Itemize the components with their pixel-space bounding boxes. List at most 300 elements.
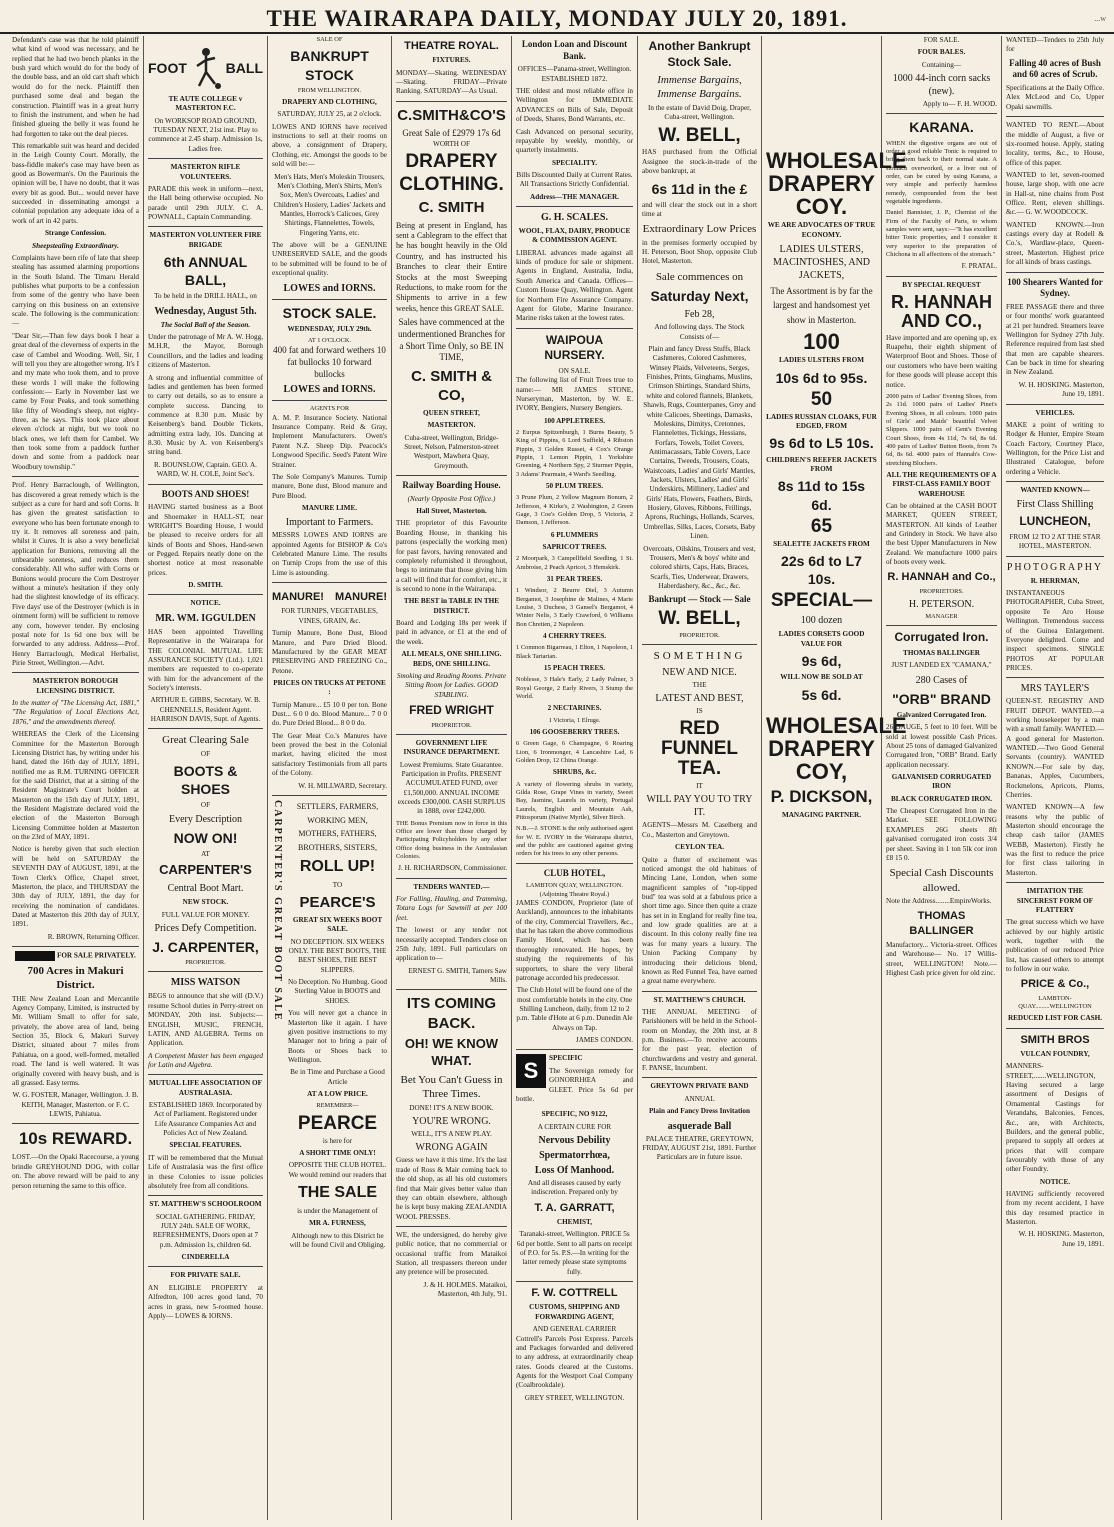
drapery-line: 100 dozen — [800, 615, 843, 627]
iron-brand: "ORB" BRAND — [892, 690, 991, 707]
drapery-price: 5s 6d. — [801, 686, 842, 703]
bank-text: Cash Advanced on personal security, repayable by weekly, monthly, or quarterly instalments. — [516, 127, 633, 155]
iron-line: 280 Cases of — [915, 674, 968, 686]
divider — [516, 1049, 633, 1050]
chemist-text: Taranaki-street, Wellington. PRICE 5s 6d per bottle. Sent to all parts on receipt of P.O. for 5s. P.S.—In writing for the latter remedy please state symptoms fully. — [516, 1230, 633, 1276]
specific-line: SPECIFIC, NO 9122, — [541, 1110, 608, 1119]
bell-price: 6s 11d in the £ — [651, 180, 748, 197]
column-1 — [8, 36, 144, 1520]
notice-text: HAS been appointed Travelling Representative in the Wairarapa for THE COLONIAL MUTUAL LIFE ASSURANCE SOCIETY (Ltd.). 1,021 members are requested to co-operate with him for the advancement of the Society's interests. — [148, 627, 263, 692]
vehicles-text: MAKE a point of writing to Rodger & Hunter, Empire Steam Coach Factory, Courtney Place, Wellington, for the Price List and Illustrated Catalogue, before ordering a Vehicle. — [1006, 420, 1104, 476]
pearce-audience: SETTLERS, FARMERS, WORKING MEN, MOTHERS, FATHERS, BROTHERS, SISTERS, — [296, 801, 379, 852]
bell-stock-list: Overcoats, Oilskins, Trousers and vest, Trousers, Men's & boys' white and colored shirts, Caps, Hats, Braces, Scarfs, Ties, Underwear, Drawers, Haberdashery, &c., &c., &c. — [643, 544, 756, 590]
drapery-heading: WHOLESALE DRAPERY COY. — [766, 148, 907, 220]
karana-text: Daniel Bannister, J. P., Chemist of the Firm of the Faculty of Paris, to whom samples were sent, says:—"It has excellent bitter Tonic properties, and I consider it very superior to the preparation of Chichona in all affections of the stomach." — [886, 209, 997, 258]
sale-heading: FOR PRIVATE SALE. — [170, 1271, 241, 1280]
pearce-name: PEARCE — [297, 1112, 378, 1134]
band-line: Plain and Fancy Dress Invitation — [649, 1107, 750, 1116]
nursery-text: 2 Moorpark, 3 Campellfield Seedling, 1 St. Ambroise, 2 Peach Apricot, 3 Hemskirk. — [516, 555, 633, 571]
price-co-name: PRICE & Co., — [1020, 978, 1090, 991]
divider — [1006, 404, 1104, 405]
nursery-subheading: 6 PLUMMERS — [550, 530, 599, 539]
notice-signature: ARTHUR E. GIBBS, Secretary. W. B. CHENNELLS, Resident Agent. HARRISON DAVIS, Supt. of Agents. — [150, 696, 261, 724]
iron-text: 26 GAUGE, 5 feet to 10 feet. Will be sold at lowest possible Cash Prices. About 25 tons of damaged Galvanized Corrugated Iron, "ORB" Brand. Early application necessary. — [886, 723, 997, 769]
nursery-text: A variety of flowering shrubs in variety, Gilda Rose, Grape Vines in variety, Sweet Bay, Jasmine, Laurels in variety, Portugal Laurels, English and Mountain Ash, Pittosporum (Native Myrtle), Silver Birch. — [516, 780, 633, 822]
hotel-text: The Club Hotel will be found one of the most comfortable hotels in the city. One Shilling Luncheon, daily, from 12 to 2 p.m. Table d'Hote at 6 p.m. Dunedin Ale Always on Tap. — [516, 986, 633, 1032]
iron-text: The Cheapest Corrugated Iron in the Market. SEE FOLLOWING EXAMPLES 26G sheets 8ft galvanised corrugated iron costs 3/4 per sheet. Saving in 1 ton 5lk cor iron £8 15 0. — [886, 807, 997, 862]
divider — [12, 946, 139, 947]
foundry-subheading: VULCAN FOUNDRY, — [1020, 1049, 1090, 1058]
registry-text: QUEEN-ST. REGISTRY AND FRUIT DEPOT. WANTED.—a working housekeeper by a man with a small family. WANTED.—A good general for Masterton. WANTED.—Two Good General Servants (country). WANTED KNOWN.—For sale by day, Bananas, Apples, Cucumbers, Rockmelons, Apricots, Plums, Cherries. — [1006, 697, 1105, 799]
karana-heading: KARANA. — [909, 119, 974, 136]
footballer-icon — [191, 46, 221, 90]
drapery-line: LADIES ULSTERS, MACINTOSHES, AND JACKETS, — [772, 244, 871, 281]
tailor-text: WANTED KNOWN—A few reasons why the public of Masterton should encourage the cheap cash tailor (JAMES WEBB, Masterton). Firstly he was the first to reduce the price for first class tailoring in Masterton. — [1006, 803, 1104, 877]
smith-text: Sales have commenced at the undermentioned Branches for a Short Time Only, so BE IN TIME, — [398, 317, 505, 363]
sale-line: PROPRIETOR. — [185, 959, 226, 967]
drapery-line: SEALETTE JACKETS FROM — [773, 539, 870, 548]
bell-text: HAS purchased from the Official Assignee the stock-in-trade of the above bankrupt, at — [642, 148, 757, 176]
sale-signature: W. G. FOSTER, Manager, Wellington. J. B. KEITH, Manager, Masterton. or F. C. LEWIS, Pahiatua. — [12, 1091, 139, 1118]
divider — [12, 672, 139, 673]
smith-heading: CLOTHING. — [399, 174, 504, 196]
notice-name: MR. WM. IGGULDEN — [155, 612, 256, 624]
notice-heading: NOTICE. — [190, 599, 221, 608]
auction-line: DRAPERY AND CLOTHING, — [282, 98, 377, 107]
karana-text: WHEN the digestive organs are out of order a good reliable Tonic is required to bring them back to their normal state. A stomach overworked, or a liver out of order, can be cured by using Karana, a very simple and perfectly harmless remedy, compounded from the best vegetable ingredients. — [886, 139, 997, 205]
tender-text: The lowest or any tender not necessarily accepted. Tenders close on 25th July, 1891. Full particulars on application to— — [396, 926, 507, 963]
luncheon-text: FROM 12 TO 2 AT THE STAR HOTEL, MASTERTON. — [1009, 533, 1101, 551]
divider — [1006, 882, 1104, 883]
cottrell-heading: F. W. COTTRELL — [531, 1287, 618, 1300]
insurance-text: Lowest Premiums. State Guarantee. Participation in Profits. PRESENT ACCUMULATED FUND, over £1,500,000. ANNUAL INCOME exceeds £300,000. CASH SURPLUS in 1888, over £242,000. — [397, 760, 506, 816]
notice-signature: W. H. HOSKING. Masterton, June 19, 1891. — [1018, 1230, 1104, 1248]
football-fixture: TE AUTE COLLEGE v MASTERTON F.C. — [168, 95, 243, 113]
article-heading: Strange Confession. — [44, 229, 107, 238]
sale-proprietor: J. CARPENTER, — [152, 938, 259, 955]
nursery-subheading: 100 APPLETREES. — [543, 416, 606, 425]
hannah-manager: H. PETERSON. — [908, 599, 975, 611]
pearce-text: No Deception. No Humbug. Good Sterling Value in BOOTS and SHOES. — [288, 978, 388, 1005]
sale-line: AT — [201, 849, 210, 858]
divider — [642, 991, 757, 992]
drapery-count: 50 — [810, 388, 833, 410]
divider — [12, 476, 139, 477]
smith-text: Being at present in England, has sent a Cablegram to the effect that he has bought heavily in the Old Country, and has instructed his Branches to clear their Entire Stocks at the most Sweeping Reductions, to make room for the Shipments to arrive in a few weeks, hence this GREAT SALE. — [396, 220, 507, 313]
specific-advert — [516, 1054, 633, 1107]
iron-merchant: THOMAS BALLINGER — [909, 910, 974, 937]
insurance-text: THE Bonus Premium now in force in this Office are lower than those charged by Participating Policyholders by any other Office doing business in the Australasian Colonies. — [396, 819, 507, 861]
insurance-heading: MUTUAL LIFE ASSOCIATION OF AUSTRALASIA. — [148, 1079, 263, 1097]
bell-line: Sale commences on — [655, 270, 744, 283]
hannah-heading: R. HANNAH AND CO., — [891, 291, 992, 331]
pearce-advert — [272, 800, 387, 1250]
advert-subheading: Important to Farmers. — [285, 517, 374, 529]
hannah-firm: R. HANNAH and Co., — [887, 571, 996, 584]
advert-text: Prof. Henry Barraclough, of Wellington, has discovered a great remedy which is the subject as a cure for hard and soft Corns. It has given the greatest satisfaction to everyone who has been fortunate enough to try it. It removes all soreness and pain, whilst it Cures. It is also a very beneficial application for Bunions, removing all the unbearable soreness, and reduces them considerably. All who suffer with Corns or Bunions would procure the Corn Destroyer without a minute's hesitation if they only had the slightest knowledge of its efficacy. Five days' use of the Destroyer (which is in ointment form) will be sufficient to remove any corn, however tender. By enclosing postal note for 1s 6d one box will be forwarded to any address. Address—Prof. Henry Barraclough, Medical Herbalist, Pirie Street, Wellington.—Advt. — [12, 481, 139, 667]
article-heading: Sheepstealing Extraordinary. — [32, 241, 119, 250]
ball-text: To be held in the DRILL HALL, on — [154, 292, 257, 301]
bank-text: OFFICES—Panama-street, Wellington. ESTABLISHED 1872. — [517, 65, 632, 83]
bank-subheading: SPECIALITY. — [551, 158, 598, 167]
drapery-line: LADIES CORSETS GOOD VALUE FOR — [778, 630, 865, 648]
hotel-text: JAMES CONDON, Proprietor (late of Auckland), announces to the inhabitants of the city, Commercial Travellers, &c., that he has taken the above commodious Family Hotel, which has been thoroughly renovated. He hopes, by studying the requirements of his supporters, to share the very liberal patronage accorded his predecessor. — [516, 899, 633, 982]
smith-firm: C. SMITH & CO, — [411, 367, 492, 405]
sale-text: THE New Zealand Loan and Mercantile Agency Company, Limited, is instructed by Mr. William Small to offer for sale, privately, the above area of land, being Section 35, Block 6, Makuri Survey District, situated about 7 miles from Pahiatua, on a good, well-formed, metalled road. The land is well watered. It was originally covered with heavy bush, and is all grassed. Easy terms. — [12, 994, 139, 1087]
bell-line: PROPRIETOR. — [679, 631, 720, 639]
cottrell-text: Cottrell's Parcels Post Express. Parcels and Packages forwarded and delivered to any address, at extraordinarily cheap rates. Goods cleared at the Customs. Agents for the Westport Coal Company (Coalbrookdale). — [516, 1334, 633, 1390]
mair-text: Guess we have it this time. It's the last trade of Ross & Mair coming back to the old shop, as all his old customers find that Mair gives better value than they can obtain elsewhere, although he is kept busy making ZEALANDIA WOOL PRESSES. — [396, 1156, 507, 1221]
photo-text: INSTANTANEOUS PHOTOGRAPHER, Cuba Street, opposite Te Aro House Wellington. Tremendous success of the Guinea Enlargement. Everyone delighted. Come and inspect specimens. SINGLE PHOTOS AT POPULAR PRICES. — [1006, 589, 1104, 672]
pearce-text: NO DECEPTION. SIX WEEKS ONLY. THE BEST BOOTS, THE BEST SHOES, THE BEST SLIPPERS. — [288, 937, 387, 974]
tea-text: Quite a flutter of excitement was noticed amongst the old habitues of Mincing Lane, London, when some magnificent samples of "top-tipped bud" tea was sold at a fabulous price a short time ago. Since then quite a craze has set in in England for really fine tea, and low grade qualities are at a discount. In this colony really fine tea was for many years a luxury. The Union Packing Company by introducing their delicious blend, known as Red Funnel Tea, have earned a great name everywhere. — [642, 855, 757, 986]
cottrell-address: GREY STREET, WELLINGTON. — [524, 1393, 625, 1402]
notice-signature: R. BROWN, Returning Officer. — [47, 932, 139, 941]
stock-sale-text: 400 fat and forward wethers 10 fat bullocks 10 forward bullocks — [273, 345, 386, 379]
pearce-callout: ROLL UP! — [299, 858, 376, 876]
nursery-subheading: 2 NECTARINES. — [547, 704, 602, 713]
band-line: asquerade Ball — [667, 1120, 732, 1132]
ball-text: Under the patronage of Mr A. W. Hogg, M.H.R, the Mayor, Borough Councillors, and the ladies and leading citizens of Masterton. — [148, 333, 263, 370]
football-header — [148, 44, 263, 92]
agent-name: G. H. SCALES. — [541, 212, 608, 224]
specific-line: A CERTAIN CURE FOR — [537, 1122, 612, 1131]
masthead — [0, 0, 1114, 34]
sale-heading — [12, 951, 139, 961]
pearce-line: REMEMBER— — [316, 1102, 359, 1110]
boarding-line: PROPRIETOR. — [431, 721, 472, 729]
smith-address: MASTERTON. — [427, 421, 476, 430]
theatre-heading: THEATRE ROYAL. — [404, 40, 499, 52]
divider — [396, 1226, 507, 1227]
insurance-signature: J. H. RICHARDSON, Commissioner. — [398, 864, 507, 873]
pearce-sale-title: GREAT SIX WEEKS BOOT SALE. — [292, 915, 383, 934]
boarding-subheading: (Nearly Opposite Post Office.) — [407, 494, 496, 503]
smith-heading: C.SMITH&CO'S — [397, 106, 506, 124]
smith-heading: DRAPERY — [405, 151, 498, 173]
hannah-line: BY SPECIAL REQUEST — [902, 280, 981, 289]
reward-heading: 10s REWARD. — [18, 1129, 133, 1149]
smith-text: Great Sale of £2979 17s 6d — [402, 128, 501, 139]
tea-brand: RED FUNNEL TEA. — [660, 718, 739, 780]
auctioneer-name: LOWES and IORNS. — [283, 384, 376, 396]
theatre-subheading: FIXTURES. — [432, 56, 471, 65]
football-details: On WORKSOP ROAD GROUND, TUESDAY NEXT, 21st inst. Play to commence at 2.45 sharp. Admission 1s, Ladies free. — [148, 116, 263, 153]
divider — [148, 226, 263, 227]
pearce-manager: MR A. FURNESS, — [309, 1219, 366, 1228]
ball-subtitle: The Social Ball of the Season. — [160, 320, 251, 329]
notice-heading: NOTICE. — [1039, 1177, 1071, 1186]
manure-heading — [272, 587, 387, 607]
auction-text: The above will be a GENUINE UNRESERVED SALE, and the goods to be submitted will be found to be of exceptional quality. — [272, 241, 387, 278]
divider — [516, 1281, 633, 1282]
mair-heading: Bet You Can't Guess in Three Times. — [400, 1074, 503, 1101]
sale-heading: FOUR BALES. — [917, 48, 966, 57]
nursery-text: Noblesse, 3 Hale's Early, 2 Lady Palmer, 3 Royal George, 2 Early Rivers, 3 Stump the World. — [516, 676, 633, 701]
school-heading: MISS WATSON — [170, 977, 241, 989]
auction-heading: BANKRUPT STOCK — [290, 48, 369, 83]
divider — [1006, 677, 1104, 678]
divider — [1006, 272, 1104, 273]
boarding-text: Smoking and Reading Rooms. Private Sitting Room for Ladies. GOOD STABLING. — [396, 671, 507, 699]
mair-line: DONE! IT'S A NEW BOOK. — [409, 1103, 494, 1112]
band-line: ANNUAL — [684, 1094, 715, 1103]
imitation-heading: IMITATION THE SINCEREST FORM OF FLATTERY — [1016, 887, 1094, 914]
sale-heading-text: FOR SALE PRIVATELY. — [56, 951, 136, 960]
column-7 — [762, 36, 907, 1520]
chemist-name: T. A. GARRATT, — [534, 1201, 615, 1214]
divider — [1006, 556, 1104, 557]
specific-line: Nervous Debility — [538, 1134, 611, 1146]
divider — [396, 989, 507, 990]
foundry-text: MANNERS-STREET,.......WELLINGTON, Having secured a large assortment of Designs of Ornamental Castings for Verandahs, Balconies, Fences, &c., are, with Architects, Builders, and the general public, prepared to supply all orders at prices that will compare favourably with those of any other Foundry. — [1006, 1062, 1104, 1174]
pearce-line: Be in Time and Purchase a Good Article — [290, 1068, 385, 1086]
drop-cap-s-icon: S — [516, 1054, 546, 1088]
iron-heading: Corrugated Iron. — [894, 630, 989, 645]
divider — [396, 878, 507, 879]
page-mark: ...w — [1094, 14, 1106, 23]
notice-text: Notice is hereby given that such election will be held on SATURDAY the SEVENTH DAY of AUGUST, 1891, at the Town Clerk's Office, Chapel street, Masterton, the place, and THURSDAY the 30th day of JULY, 1891, the day for receiving the nomination of candidates. Dated at Masterton this 20th day of JULY, 1891. — [12, 845, 139, 929]
mair-line: WRONG AGAIN — [415, 1142, 488, 1154]
divider — [148, 1195, 263, 1196]
divider — [148, 484, 263, 485]
hannah-text: 2000 pairs of Ladies' Evening Shoes, from 2s 11d. 1000 pairs of Ladies' Pinet's Evening Shoes, in all colours. 1000 pairs of Girls' and Maids' beautiful Velvet Slippers. 1000 pairs of Gent's Evening Court Shoes, from 4s 11d, 7s 6d, 8s 6d. 400 pairs of Ladies' Button Boots, from 7s 6d, 8s 6d. 4000 pairs of Hannah's Cow-stretching Bluchers. — [886, 392, 997, 467]
nursery-text: N.B.—J. STONE is the only authorised agent for W. E. IVORY in the Wairarapa district, and the public are cautioned against giving orders for his trees to any other persons. — [516, 825, 633, 858]
ball-text: A strong and influential committee of ladies and gentlemen has been formed to carry out details, so as to ensure a complete success. Dancing to commence at 8.30 p.m. Music by Keisenberg's band. Double Tickets, admitting extra lady, 10s. Dancing at 8.30. Music by A. von Keisenberg's string band. — [148, 373, 263, 457]
drapery-price: 10s 6d to 95s. — [775, 369, 868, 386]
insurance-subheading: SPECIAL FEATURES. — [169, 1141, 242, 1150]
manure-text: FOR TURNIPS, VEGETABLES, VINES, GRAIN, &c. — [281, 607, 378, 625]
divider — [886, 625, 997, 626]
hotel-signature: JAMES CONDON. — [575, 1036, 633, 1045]
nursery-subheading: 50 PLUM TREES. — [545, 481, 604, 490]
ball-heading: MASTERTON VOLUNTEER FIRE BRIGADE — [149, 231, 262, 249]
bell-subheading: Immense Bargains, Immense Bargains. — [657, 74, 742, 101]
nursery-line: ON SALE. — [558, 366, 591, 375]
boarding-line: THE BEST in TABLE IN THE DISTRICT. — [403, 597, 500, 615]
smith-address: QUEEN STREET, — [423, 408, 480, 417]
ball-signature: R. BOUNSLOW, Captain. GEO. A. WARD, W. H. COLE, Joint Sec's. — [154, 460, 257, 479]
stock-sale-time: AT 1 O'CLOCK. — [307, 337, 352, 345]
divider — [886, 276, 997, 277]
nursery-text: 2 Eurpus Spitzenburgh, 1 Burns Beauty, 5 King of Pippins, 6 Lord Suffield, 4 Ribston Pippin, 3 Golden Russet, 4 Cox's Orange Pippin, 1 Lemon Pippin, 1 Yorkshire Greening, 4 Northern Spy, 2 Sturmer Pippin, 3 Adams' Pearmain, 4 Ward's Seedling. — [516, 428, 633, 478]
ball-title: 6th ANNUAL BALL, — [163, 254, 248, 289]
tea-line: LATEST AND BEST, — [655, 692, 744, 704]
divider — [272, 299, 387, 300]
sale-heading: Great Clearing Sale — [162, 734, 249, 747]
pearce-line: TO — [332, 881, 343, 890]
sale-line: Prices Defy Competition. — [154, 922, 257, 934]
divider — [886, 113, 997, 114]
ink-blot — [15, 951, 55, 961]
specific-line: Loss Of Manhood. — [534, 1164, 615, 1176]
iron-merchant: THOMAS BALLINGER — [903, 648, 980, 657]
drapery-heading: WHOLESALE DRAPERY COY, — [766, 712, 907, 784]
iron-line: Special Cash Discounts allowed. — [889, 867, 994, 894]
bell-line: Bankrupt — Stock — Sale — [648, 594, 751, 605]
manure-signature: W. H. MILLWARD, Secretary. — [298, 781, 387, 790]
foundry-name: SMITH BROS — [1020, 1033, 1090, 1046]
column-2 — [144, 36, 268, 1520]
tea-line: SOMETHING — [653, 650, 746, 663]
hannah-line: PROPRIETORS. — [919, 587, 964, 595]
drapery-price: 8s 11d to 15s 6d. — [777, 478, 866, 513]
divider — [148, 1266, 263, 1267]
column-3 — [268, 36, 392, 1520]
article-text: "Dear Sir,—Than few days book I hear a great deal of the cleverness of experts in the case of Cambel and Wooding. Well, Sir, I will tell you they are altogether wrong. It's I and my mate who took them, and to prove these words I will make the following confession:— Early in November last we came by Four Peaks, and took something like fifty of Wooding's sheep, not eighty-three, as he says. This took place about eleven o'clock at night, but we took no black ones, we left them for Cambel. We then took some from a paddock further down and some from a paddock near Woodbury township." — [12, 331, 139, 471]
bell-date: Feb 28, — [684, 309, 715, 321]
smith-name: C. SMITH — [418, 199, 485, 217]
divider — [148, 158, 263, 159]
bank-text: THE oldest and most reliable office in Wellington for IMMEDIATE ADVANCES on Bills of Sale, Deposit of Deeds, Shares, Bond Warrants, etc. — [516, 87, 633, 124]
advert-text: HAVING started business as a Boot and Shoemaker in HALL-ST, near WRIGHT'S Boarding House, I would be pleased to receive orders for all kinds of Boots and Shoes, Hand-sewn or Pegged. Repairs neatly done on the shortest notice at most reasonable prices. — [148, 503, 263, 577]
bell-name: W. BELL, — [658, 608, 741, 630]
insurance-text: ESTABLISHED 1869. Incorporated by Act of Parliament. Registered under Life Assurance Companies Act and Policies Act of New Zealand. — [148, 1101, 263, 1138]
luncheon-heading: LUNCHEON, — [1019, 514, 1091, 529]
hannah-text: Have imported and are opening up, ex Ruapehu, their eighth shipment of Waterproof Boot and Shoes. Those of our customers who have been waiting for these goods will please accept this notice. — [886, 333, 997, 389]
tea-subheading: CEYLON TEA. — [675, 843, 724, 852]
nursery-heading: WAIPOUA NURSERY. — [544, 332, 605, 363]
iron-line: Galvanized Corrugated Iron. — [896, 710, 987, 719]
wanted-text: WANTED TO RENT.—About the middle of August, a five or six-roomed house. Apply, stating locality, terms, &c., to House, office of this paper. — [1006, 121, 1104, 167]
columns — [8, 36, 1108, 1520]
drapery-text: The Assortment is by far the largest and handsomest yet show in Masterton. — [770, 286, 873, 325]
pearce-text: is under the Management of — [297, 1206, 378, 1215]
mair-heading: OH! WE KNOW WHAT. — [404, 1036, 499, 1069]
drapery-line: LADIES RUSSIAN CLOAKS, FUR EDGED, FROM — [766, 412, 877, 431]
divider — [148, 594, 263, 595]
auctioneer-name: LOWES and IORNS. — [283, 282, 376, 294]
divider — [12, 1123, 139, 1124]
drapery-line: LADIES ULSTERS FROM — [778, 356, 865, 365]
drapery-count: 100 — [803, 329, 840, 355]
shearers-signature: W. H. HOSKING. Masterton, June 19, 1891. — [1018, 380, 1104, 399]
bell-text: in the premises formerly occupied by H. Peterson, Boot Shop, opposite Club Hotel, Masterton. — [642, 238, 757, 266]
boarding-subheading: Hall Street, Masterton. — [416, 507, 487, 516]
stock-sale-heading: STOCK SALE. — [282, 304, 377, 321]
tea-line: WILL PAY YOU TO TRY IT. — [646, 794, 753, 819]
divider — [148, 728, 263, 729]
manure-prices-heading: PRICES ON TRUCKS AT PETONE : — [273, 678, 386, 697]
manure-word: MANURE! — [335, 591, 387, 604]
sale-text: Apply to— F. H. WOOD. — [922, 100, 997, 109]
notice-text: HAVING sufficiently recovered from my recent accident, I have this day resumed practice in Masterton. — [1006, 1190, 1104, 1227]
sale-line: Containing— — [921, 60, 962, 69]
pearce-sale-word: THE SALE — [297, 1184, 378, 1202]
bell-heading: Another Bankrupt Stock Sale. — [648, 39, 751, 69]
wanted-heading: Falling 40 acres of Bush and 60 acres of Scrub. — [1009, 57, 1101, 80]
divider — [1006, 481, 1104, 482]
sale-line: NEW STOCK. — [182, 898, 229, 907]
tea-line: NEW AND NICE. — [662, 666, 737, 678]
nursery-text: 1 Common Bigarreau, 1 Elton, 1 Napoleon, 1 Black Tartarian. — [516, 644, 633, 660]
advert-heading: BOOTS AND SHOES! — [161, 488, 250, 499]
cottrell-subheading: CUSTOMS, SHIPPING AND FORWARDING AGENT, — [529, 1303, 620, 1321]
divider — [396, 734, 507, 735]
iron-text: JUST LANDED EX "CAMANA," — [891, 661, 992, 670]
event-heading: ST. MATTHEW'S SCHOOLROOM — [149, 1200, 262, 1209]
wanted-text: WANTED to let, seven-roomed house, large shop, with one acre in Hall-st, nine chains from Post Office. Rent, eleven shillings. &c.— G. W. WOODCOCK. — [1006, 170, 1104, 217]
column-5 — [512, 36, 638, 1520]
bank-address: Address—THE MANAGER. — [530, 192, 619, 201]
pearce-line: is here for — [322, 1136, 353, 1145]
smith-line: WORTH OF — [433, 139, 470, 148]
drapery-price: 9s 6d, — [801, 653, 842, 670]
notice-text: In the matter of "The Licensing Act, 1881," "The Regulation of Local Elections Act, 1876," and the amendments thereof. — [12, 699, 139, 726]
pearce-shop-name: PEARCE'S — [299, 894, 376, 912]
band-heading: GREYTOWN PRIVATE BAND — [650, 1082, 749, 1091]
auction-date: SATURDAY, JULY 25, at 2 o'clock. — [277, 110, 382, 119]
luncheon-line: WANTED KNOWN— — [1020, 486, 1090, 495]
sale-subheading: 700 Acres in Makuri District. — [27, 965, 124, 992]
specific-heading: SPECIFIC — [549, 1054, 583, 1063]
mair-heading: ITS COMING BACK. — [406, 995, 497, 1032]
sale-heading: BOOTS & SHOES — [173, 763, 238, 798]
vertical-border-label: CARPENTER'S GREAT BOOT SALE — [272, 799, 283, 1022]
wanted-text: Specifications at the Daily Office. Alex McLeod and Co, Upper Opaki sawmills. — [1006, 84, 1104, 111]
iron-line: BLACK CORRUGATED IRON. — [890, 794, 993, 803]
divider — [148, 971, 263, 972]
column-9 — [1002, 36, 1108, 1520]
sale-line: Every Description — [168, 813, 243, 825]
nursery-subheading: 106 GOOSEBERRY TREES. — [529, 728, 620, 737]
advert-signature: D. SMITH. — [188, 581, 223, 590]
newspaper-title: THE WAIRARAPA DAILY, MONDAY JULY 20, 1891. — [266, 6, 848, 31]
school-text: BEGS to announce that she will (D.V.) resume School duties in Perry-street on MONDAY, 20th inst. Subjects:— ENGLISH, MUSIC, FRENCH, LATIN, AND ALGEBRA. Terms on Application. — [148, 992, 263, 1048]
vehicles-heading: VEHICLES. — [1035, 408, 1075, 417]
event-text: SOCIAL GATHERING. FRIDAY, JULY 24th. SALE OF WORK, REFRESHMENTS, Doors open at 7 p.m. Admission 1s, children 6d. — [152, 1212, 259, 1249]
nursery-subheading: SHRUBS, &c. — [552, 768, 597, 777]
bell-name: W. BELL, — [658, 124, 741, 146]
smith-text: Cuba-street, Wellington, Bridge-Street, Nelson, Palmerston-street Westport, Mawhera Quay, Greymouth. — [404, 433, 499, 470]
iron-text: Manufactory... Victoria-street. Offices and Warehouse— No. 17 Willis-street, WELLINGTON! Note.—Highest Cash price given for old zinc. — [886, 940, 997, 977]
wanted-text: WANTED KNOWN.—Iron castings every day at Rodell & Co.'s, Wardlaw-place, Queen-street, Masterton. Highest price for all kinds of brass castings. — [1006, 220, 1104, 267]
tea-line: IT — [696, 782, 703, 791]
drapery-line: WILL NOW BE SOLD AT — [780, 673, 863, 682]
advert-heading: MANURE LIME. — [301, 504, 358, 512]
article-text: This remarkable suit was heard and decided in the Leigh County Court. Morally, the bass-fiddle maker's case may have been as good as Bowerman's. On the Paurinuis the opinion will be, I have no doubt, that it was every bit as good. But... would never have succeeded in disseminating amongst a colonial population any adequate idea of a work of art in 42 parts. — [12, 141, 139, 225]
iron-text: Note the Address........EmpireWorks. — [886, 896, 992, 905]
nursery-subheading: 4 CHERRY TREES. — [542, 632, 607, 640]
drapery-price: 22s 6d to L7 10s. — [781, 553, 862, 588]
divider — [396, 475, 507, 476]
drapery-price: 9s 6d to L5 10s. — [769, 435, 874, 452]
agent-title: WOOL, FLAX, DAIRY, PRODUCE & COMMISSION AGENT. — [518, 227, 631, 245]
divider — [272, 795, 387, 796]
auction-line: FROM WELLINGTON. — [297, 86, 362, 94]
divider — [516, 863, 633, 864]
column-8 — [882, 36, 1002, 1520]
event-title: CINDERELLA — [181, 1253, 230, 1262]
bell-line: Extraordinary Low Prices — [642, 223, 757, 236]
bell-date: Saturday Next, — [650, 288, 749, 305]
drapery-count: 65 — [810, 515, 833, 537]
insurance-heading: GOVERNMENT LIFE INSURANCE DEPARTMENT. — [403, 738, 500, 757]
hotel-line: (Adjoining Theatre Royal.) — [539, 890, 610, 898]
auction-label: SALE OF — [316, 36, 343, 43]
nursery-text: 6 Green Gage, 6 Champagne, 6 Roaring Lion, 6 Ironmonger, 4 Lancashire Lad, 6 Golden Drop, 12 China Orange. — [516, 740, 633, 765]
specific-line: Spermatorrhœa, — [539, 1149, 610, 1161]
bell-text: and will clear the stock out in a short time at — [642, 200, 757, 219]
drapery-line: WE ARE ADVOCATES OF TRUE ECONOMY. — [767, 221, 876, 239]
column-6 — [638, 36, 762, 1520]
hannah-text: Can be obtained at the CASH BOOT MARKET, QUEEN STREET, MASTERTON. All kinds of Leather and Grindery in Stock. We have also the best Upper Manufacturers in New Zealand. We manufacture 1000 pairs of boots every week. — [886, 501, 997, 567]
ball-date: Wednesday, August 5th. — [154, 305, 257, 317]
tea-line: THE — [692, 680, 707, 689]
nursery-subheading: SAPRICOT TREES. — [542, 542, 607, 551]
chemist-title: CHEMIST, — [556, 1217, 593, 1226]
nursery-text: 3 Prune Plum, 2 Yellow Magnum Bonum, 2 Jefferson, 4 Kirke's, 2 Washington, 2 Green Gage, 3 Coe's Golden Drop, 5 Victoria, 2 Damson, 1 Jefferson. — [516, 494, 633, 527]
